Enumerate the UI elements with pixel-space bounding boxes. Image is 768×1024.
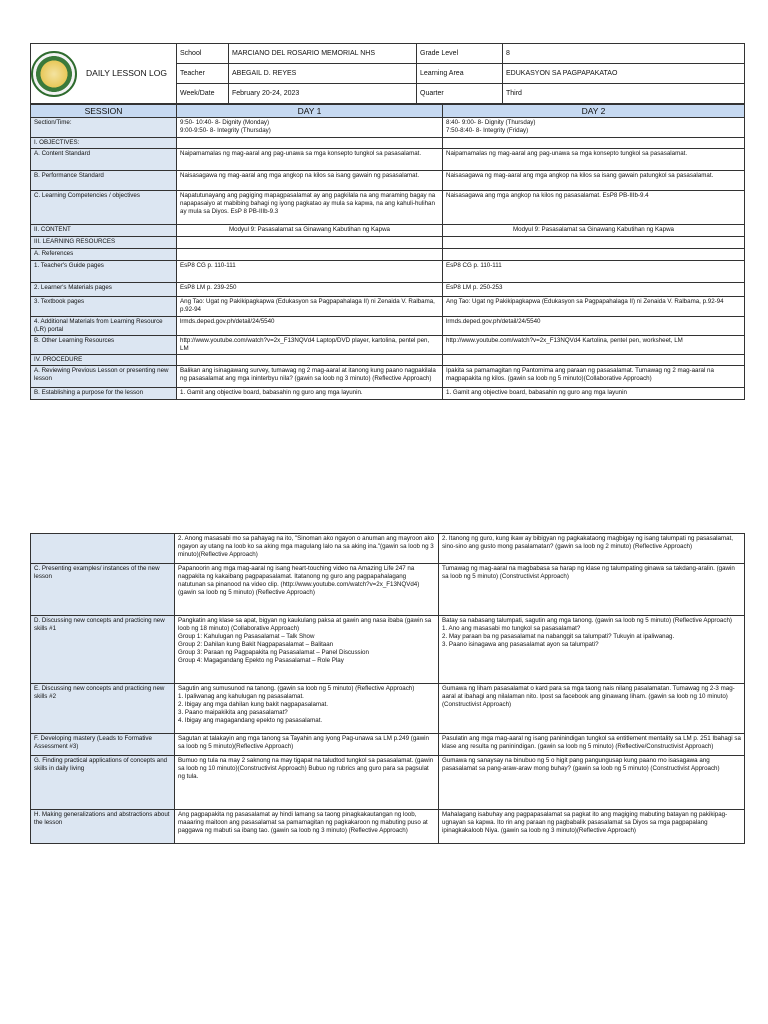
row-label: Section/Time: bbox=[31, 118, 177, 138]
day2-cell: Gumawa ng sanaysay na binubuo ng 5 o higit pang pangungusap kung paano mo isasagawa ang pasasalamat sa pang-araw-araw mong buhay? (gawin sa loob ng 5 minuto) (Constructivist Approach) bbox=[439, 756, 745, 810]
grade-value: 8 bbox=[503, 44, 745, 64]
day1-cell: Ang pagpapakita ng pasasalamat ay hindi lamang sa taong pinagkakautangan ng loob, maaaring maitoon ang pasasalamat sa pamamagitan ng pagkakaroon ng mabuting puso at paggawa ng mabuti sa ibang tao. (gawin sa loob ng 3 minuto) (Reflective Approach) bbox=[175, 810, 439, 844]
school-value: MARCIANO DEL ROSARIO MEMORIAL NHS bbox=[229, 44, 417, 64]
lesson-log-page-1 bbox=[30, 43, 744, 400]
lesson-log-page-2 bbox=[30, 533, 744, 844]
page-title: DAILY LESSON LOG bbox=[86, 68, 167, 78]
row-label: I. OBJECTIVES: bbox=[31, 138, 177, 149]
row-label bbox=[31, 534, 175, 564]
day1-cell bbox=[177, 138, 443, 149]
day1-cell bbox=[177, 237, 443, 249]
row-label: A. References bbox=[31, 249, 177, 261]
row-label: E. Discussing new concepts and practicing new skills #2 bbox=[31, 684, 175, 734]
quarter-label: Quarter bbox=[417, 84, 503, 104]
day2-cell: Gumawa ng liham pasasalamat o kard para sa mga taong nais nilang pasalamatan. Tumawag ng 2-3 mag-aaral at ibahagi ang nilalaman nito. Ipost sa facebook ang ginawang liham. (gawin sa loob ng 10 minuto)(Constructivist Approach) bbox=[439, 684, 745, 734]
day1-cell: Modyul 9: Pasasalamat sa Ginawang Kabutihan ng Kapwa bbox=[177, 225, 443, 237]
session-header: SESSION bbox=[31, 105, 177, 118]
top-rows-table bbox=[30, 104, 745, 400]
row-label: 2. Learner's Materials pages bbox=[31, 283, 177, 297]
day1-cell: EsP8 CG p. 110-111 bbox=[177, 261, 443, 283]
day2-cell: Batay sa nabasang talumpati, sagutin ang mga tanong. (gawin sa loob ng 5 minuto) (Reflective Approach) 1. Ano ang masasabi mo tungkol sa pasasalamat? 2. May paraan ba ng pasasalamat na nabanggit sa talumpati? Tukuyin at ipaliwanag. 3. Paano isinagawa ang pasasalamat ayon sa talumpati? bbox=[439, 616, 745, 684]
header-table bbox=[30, 43, 745, 104]
day2-cell: 1. Gamit ang objective board, babasahin ng guro ang mga layunin bbox=[443, 388, 745, 400]
top-rows-body bbox=[31, 118, 745, 400]
table-row bbox=[31, 138, 745, 149]
day2-cell: Tumawag ng mag-aaral na magbabasa sa harap ng klase ng talumpating ginawa sa takdang-aralin. (gawin sa loob ng 5 minuto) (Constructivist Approach) bbox=[439, 564, 745, 616]
day2-cell: http://www.youtube.com/watch?v=2x_F13NQVd4 Kartolina, pentel pen, worksheet, LM bbox=[443, 336, 745, 355]
day1-cell: Naipamamalas ng mag-aaral ang pag-unawa sa mga konsepto tungkol sa pasasalamat. bbox=[177, 149, 443, 171]
logo-cell bbox=[31, 44, 177, 104]
day1-cell: Bumuo ng tula na may 2 saknong na may tigapat na taludtod tungkol sa pasasalamat. (gawin sa loob ng 10 minuto)(Constructivist Approach) Bubuo ng rubrics ang guro para sa pagsulat ng tula. bbox=[175, 756, 439, 810]
table-row bbox=[31, 388, 745, 400]
table-row bbox=[31, 249, 745, 261]
day1-cell: http://www.youtube.com/watch?v=2x_F13NQVd4 Laptop/DVD player, kartolina, pentel pen, LM bbox=[177, 336, 443, 355]
day2-header: DAY 2 bbox=[443, 105, 745, 118]
quarter-value: Third bbox=[503, 84, 745, 104]
table-row bbox=[31, 366, 745, 388]
row-label: 3. Textbook pages bbox=[31, 297, 177, 317]
table-row bbox=[31, 534, 745, 564]
day1-cell: 2. Anong masasabi mo sa pahayag na ito, "Sinoman ako ngayon o anuman ang mayroon ako ngayon ay utang na loob ko sa aking mga magulang lalo na sa aking ina."(gawin sa loob ng 3 minuto)(Reflective Approach) bbox=[175, 534, 439, 564]
day2-cell: Mahalagang isabuhay ang pagpapasalamat sa pagkat ito ang magiging mabuting batayan ng pakikipag-ugnayan sa kapwa. Ito rin ang paraan ng pagbabalik pasasalamat sa Diyos sa mga pagpapalang ipinagkakaloob Niya. (gawin sa loob ng 3 minuto)(Reflective Approach) bbox=[439, 810, 745, 844]
table-row bbox=[31, 810, 745, 844]
row-label: H. Making generalizations and abstractions about the lesson bbox=[31, 810, 175, 844]
row-label: F. Developing mastery (Leads to Formative Assessment #3) bbox=[31, 734, 175, 756]
day1-cell: 1. Gamit ang objective board, babasahin ng guro ang mga layunin. bbox=[177, 388, 443, 400]
table-row bbox=[31, 225, 745, 237]
day2-cell: Pasulatin ang mga mag-aaral ng isang paninindigan tungkol sa entitlement mentality sa LM p. 251 Ibahagi sa klase ang resulta ng paninindigan. (gawin sa loob ng 5 minuto) (Reflective/Constructivist Approach) bbox=[439, 734, 745, 756]
row-label: C. Learning Competencies / objectives bbox=[31, 191, 177, 225]
row-label: A. Content Standard bbox=[31, 149, 177, 171]
day2-cell: Ang Tao: Ugat ng Pakikipagkapwa (Edukasyon sa Pagpapahalaga II) ni Zenaida V. Ralbama, p.92-94 bbox=[443, 297, 745, 317]
table-row bbox=[31, 564, 745, 616]
table-row bbox=[31, 237, 745, 249]
table-row bbox=[31, 191, 745, 225]
bottom-rows-body bbox=[31, 534, 745, 844]
day1-cell bbox=[177, 249, 443, 261]
row-label: B. Performance Standard bbox=[31, 171, 177, 191]
day1-cell: lrmds.deped.gov.ph/detail/24/5540 bbox=[177, 317, 443, 336]
row-label: IV. PROCEDURE bbox=[31, 355, 177, 366]
day1-cell: Naisasagawa ng mag-aaral ang mga angkop na kilos sa isang gawain ng pasasalamat. bbox=[177, 171, 443, 191]
day1-cell bbox=[177, 355, 443, 366]
day2-cell: EsP8 LM p. 250-253 bbox=[443, 283, 745, 297]
bottom-rows-table bbox=[30, 533, 745, 844]
day2-cell: Naisasagawa ang mga angkop na kilos ng pasasalamat. EsP8 PB-IIIb-9.4 bbox=[443, 191, 745, 225]
row-label: 4. Additional Materials from Learning Resource (LR) portal bbox=[31, 317, 177, 336]
table-row bbox=[31, 297, 745, 317]
day2-cell bbox=[443, 237, 745, 249]
grade-label: Grade Level bbox=[417, 44, 503, 64]
day2-cell: 2. Itanong ng guro, kung ikaw ay bibigyan ng pagkakataong magbigay ng isang talumpati ng pasasalamat, sino-sino ang gusto mong pasalamatan? (gawin sa loob ng 2 minuto) (Reflective Approach) bbox=[439, 534, 745, 564]
table-row bbox=[31, 317, 745, 336]
day1-cell: Ang Tao: Ugat ng Pakikipagkapwa (Edukasyon sa Pagpapahalaga II) ni Zenaida V. Ralbama, p.92-94 bbox=[177, 297, 443, 317]
table-row bbox=[31, 283, 745, 297]
week-value: February 20-24, 2023 bbox=[229, 84, 417, 104]
row-label: G. Finding practical applications of concepts and skills in daily living bbox=[31, 756, 175, 810]
day2-cell: lrmds.deped.gov.ph/detail/24/5540 bbox=[443, 317, 745, 336]
day1-cell: EsP8 LM p. 239-250 bbox=[177, 283, 443, 297]
area-label: Learning Area bbox=[417, 64, 503, 84]
day2-cell: Ipakita sa pamamagitan ng Pantomima ang paraan ng pasasalamat. Tumawag ng 2 mag-aaral na magpapakita ng kilos. (gawin sa loob ng 5 minuto)(Collaborative Approach) bbox=[443, 366, 745, 388]
row-label: II. CONTENT bbox=[31, 225, 177, 237]
day2-cell: Naisasagawa ng mag-aaral ang mga angkop na kilos sa isang gawain patungkol sa pasasalamat. bbox=[443, 171, 745, 191]
row-label: C. Presenting examples/ instances of the new lesson bbox=[31, 564, 175, 616]
day1-cell: 9:50- 10:40- 8- Dignity (Monday) 9:00-9:50- 8- Integrity (Thursday) bbox=[177, 118, 443, 138]
table-row bbox=[31, 355, 745, 366]
day1-cell: Balikan ang isinagawang survey, tumawag ng 2 mag-aaral at itanong kung paano nagpakilala ng pasasalamat ang mga ininterbyu nila? (gawin sa loob ng 3 minuto) (Reflective Approach) bbox=[177, 366, 443, 388]
week-label: Week/Date bbox=[177, 84, 229, 104]
day2-cell: 8:40- 9:00- 8- Dignity (Thursday) 7:50-8:40- 8- Integrity (Friday) bbox=[443, 118, 745, 138]
day2-cell bbox=[443, 355, 745, 366]
table-row bbox=[31, 336, 745, 355]
table-row bbox=[31, 118, 745, 138]
school-logo-icon bbox=[31, 51, 77, 97]
row-label: III. LEARNING RESOURCES bbox=[31, 237, 177, 249]
day1-header: DAY 1 bbox=[177, 105, 443, 118]
teacher-label: Teacher bbox=[177, 64, 229, 84]
table-row bbox=[31, 171, 745, 191]
day2-cell: Naipamamalas ng mag-aaral ang pag-unawa sa mga konsepto tungkol sa pasasalamat. bbox=[443, 149, 745, 171]
table-row bbox=[31, 734, 745, 756]
day2-cell bbox=[443, 138, 745, 149]
day2-cell: EsP8 CG p. 110-111 bbox=[443, 261, 745, 283]
row-label: B. Other Learning Resources bbox=[31, 336, 177, 355]
row-label: A. Reviewing Previous Lesson or presenting new lesson bbox=[31, 366, 177, 388]
day2-cell bbox=[443, 249, 745, 261]
table-row bbox=[31, 261, 745, 283]
day1-cell: Napatutunayang ang pagiging mapagpasalamat ay ang pagkilala na ang maraming bagay na napapasaiyo at mabibing bahagi ng iyong pagkatao ay mula sa kapwa, na ang kahuli-hulihan ay mula sa Diyos. EsP 8 PB-IIIb-9.3 bbox=[177, 191, 443, 225]
day2-cell: Modyul 9: Pasasalamat sa Ginawang Kabutihan ng Kapwa bbox=[443, 225, 745, 237]
area-value: EDUKASYON SA PAGPAPAKATAO bbox=[503, 64, 745, 84]
day1-cell: Sagutin ang sumusunod na tanong. (gawin sa loob ng 5 minuto) (Reflective Approach) 1. Ipaliwanag ang kahulugan ng pasasalamat. 2. Ibigay ang mga dahilan kung bakit nagpapasalamat. 3. Paano maipakikita ang pasasalamat? 4. Ibigay ang magagandang epekto ng pasasalamat. bbox=[175, 684, 439, 734]
table-row bbox=[31, 616, 745, 684]
table-row bbox=[31, 149, 745, 171]
teacher-value: ABEGAIL D. REYES bbox=[229, 64, 417, 84]
day1-cell: Sagutan at talakayin ang mga tanong sa Tayahin ang iyong Pag-unawa sa LM p.249 (gawin sa loob ng 5 minuto)(Reflective Approach) bbox=[175, 734, 439, 756]
table-row bbox=[31, 756, 745, 810]
school-label: School bbox=[177, 44, 229, 64]
row-label: B. Establishing a purpose for the lesson bbox=[31, 388, 177, 400]
table-row bbox=[31, 684, 745, 734]
row-label: 1. Teacher's Guide pages bbox=[31, 261, 177, 283]
day1-cell: Papanoorin ang mga mag-aaral ng isang heart-touching video na Amazing Life 247 na nagpakita ng kakaibang pagpapasalamat. Itatanong ng guro ang pagpapahalagang natutunan sa pinanood na video clip. (http://www.youtube.com/watch?v=2x_F13NQVd4) (gawin sa loob ng 5 minuto) (Reflective Approach) bbox=[175, 564, 439, 616]
day1-cell: Pangkatin ang klase sa apat, bigyan ng kaukulang paksa at gawin ang nasa ibaba (gawin sa loob ng 18 minuto) (Collaborative Approach) Group 1: Kahulugan ng Pasasalamat – Talk Show Group 2: Dahilan kung Bakit Nagpapasalamat – Balitaan Group 3: Paraan ng Pagpapakita ng Pasasalamat – Panel Discussion Group 4: Magagandang Epekto ng Pasasalamat – Role Play bbox=[175, 616, 439, 684]
row-label: D. Discussing new concepts and practicing new skills #1 bbox=[31, 616, 175, 684]
